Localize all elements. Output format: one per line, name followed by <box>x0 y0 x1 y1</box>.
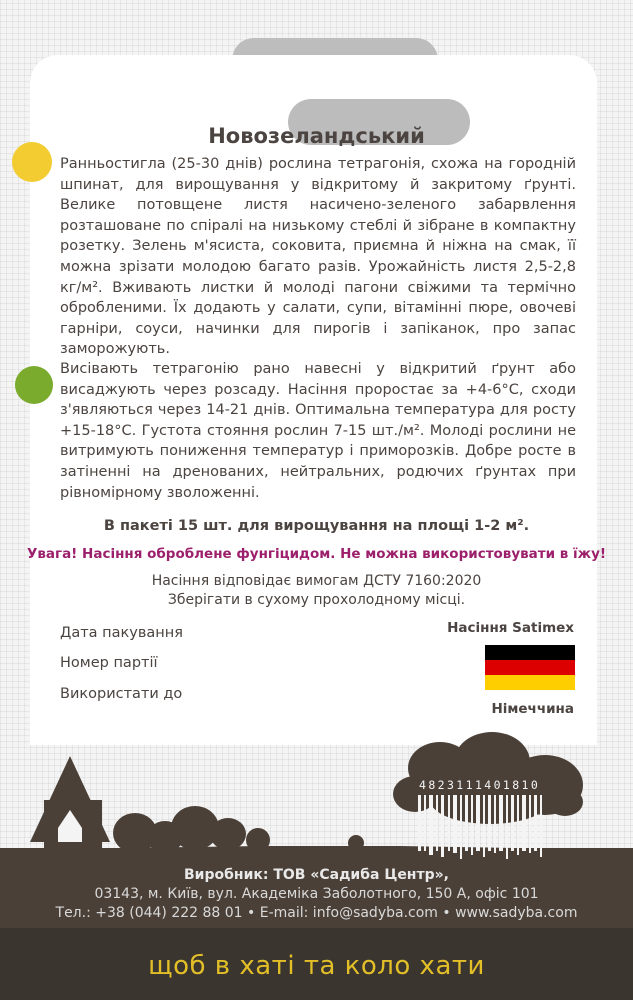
product-title: Новозеландський <box>208 124 425 148</box>
batch-label: Номер партії <box>60 655 158 671</box>
pack-info: В пакеті 15 шт. для вирощування на площі 1-2 м². <box>103 518 530 534</box>
storage-text: Зберігати в сухому прохолодному місці. <box>167 592 466 608</box>
country-name: Німеччина <box>491 701 574 717</box>
manufacturer-address: 03143, м. Київ, вул. Академіка Заболотного, 150 А, офіс 101 <box>94 886 539 902</box>
description-paragraph-2: Висівають тетрагонію рано навесні у відкритий ґрунт або висаджують через розсаду. Насіння проростає за +4-6°С, сходи з'являються через 14-21 днів. Оптимальна температура для росту +15-18°С. Густота стояння рослин 7-15 шт./м². Молоді рослини не витримують пониження температур і приморозків. Добре росте в затіненні на дренованих, нейтральних, родючих ґрунтах при рівномірному зволоженні. <box>60 361 576 501</box>
barcode-bars <box>418 795 542 859</box>
description-paragraph-1: Ранньостигла (25-30 днів) рослина тетрагонія, схожа на городній шпинат, для вирощування у відкритому й закритому ґрунті. Велике потовщене листя насичено-зеленого забарвлення розташоване по спіралі на низькому стеблі й зібране в компактну розетку. Зелень м'ясиста, соковита, приємна й ніжна на смак, її можна зрізати молодою багато разів. Урожайність листя 2,5-2,8 кг/м². Вживають листки й молоді пагони свіжими та термічно обробленими. Їх додають у салати, супи, вітамінні пюре, овочеві гарніри, соуси, начинки для пирогів і запіканок, про запас заморожують. <box>60 156 576 358</box>
germany-flag-icon <box>485 645 575 690</box>
brand-name: Насіння Satimex <box>447 620 574 636</box>
pack-date-label: Дата пакування <box>60 625 183 641</box>
slogan: щоб в хаті та коло хати <box>148 951 485 981</box>
manufacturer-contact: Тел.: +38 (044) 222 88 01 • E-mail: info@sadyba.com • www.sadyba.com <box>55 905 578 921</box>
green-dot-icon <box>15 366 53 404</box>
certificate-text: Насіння відповідає вимогам ДСТУ 7160:2020 <box>151 573 482 589</box>
yellow-dot-icon <box>12 142 52 182</box>
use-by-label: Використати до <box>60 686 183 702</box>
warning-text: Увага! Насіння оброблене фунгіцидом. Не можна використовувати в їжу! <box>26 546 607 562</box>
barcode-number: 4823111401810 <box>419 778 541 792</box>
manufacturer-name: Виробник: ТОВ «Садиба Центр», <box>184 867 449 883</box>
